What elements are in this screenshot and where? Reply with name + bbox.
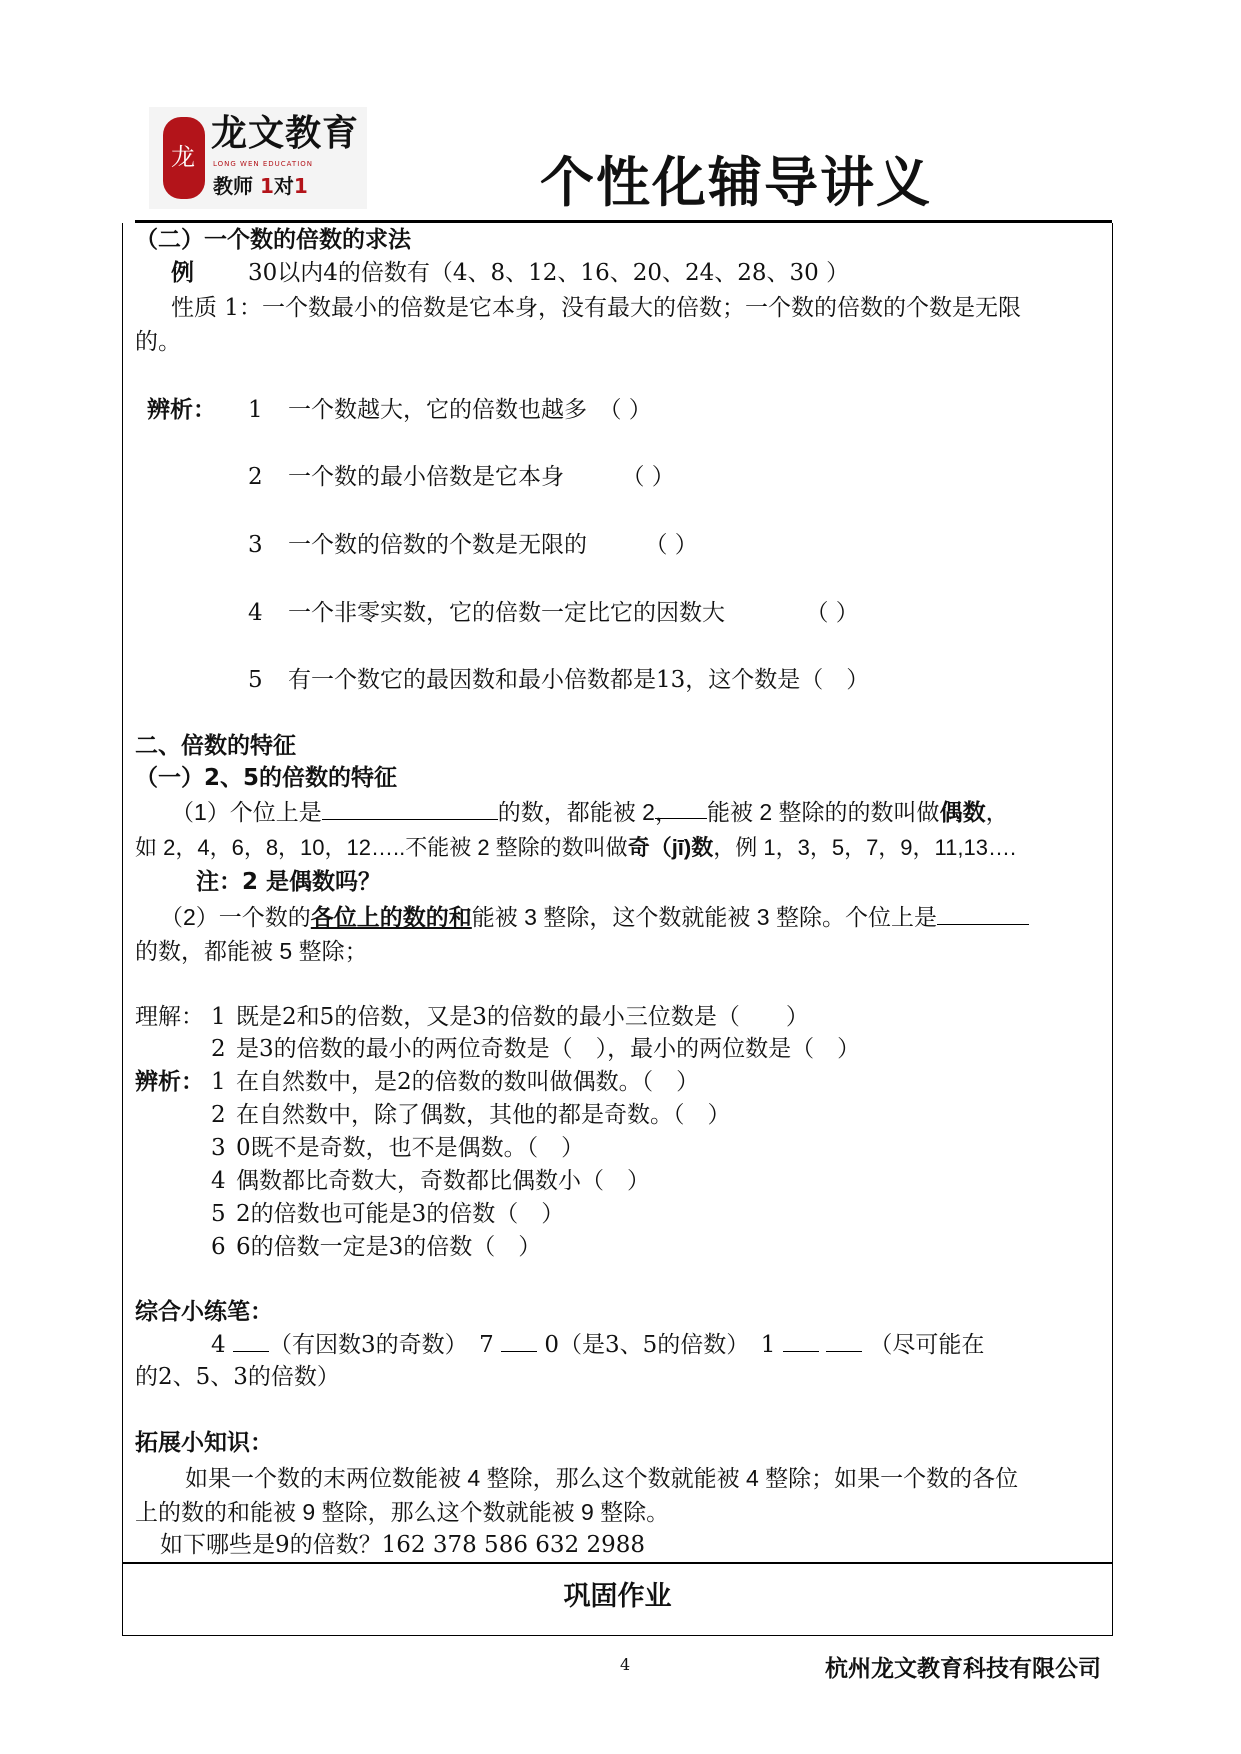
judge-item: 6的倍数一定是3的倍数（ ） [236, 1234, 542, 1260]
logo-text: 龙文教育 [211, 113, 360, 154]
fill-blank[interactable] [783, 1329, 819, 1352]
judge-num: 1 [248, 397, 263, 423]
judge-num: 2 [248, 464, 263, 490]
understand-num: 2 [211, 1036, 226, 1062]
understand-item: 既是2和5的倍数，又是3的倍数的最小三位数是（ ） [236, 1004, 809, 1030]
judge-num: 3 [211, 1135, 226, 1161]
extend-question: 如下哪些是9的倍数？162 378 586 632 2988 [160, 1532, 646, 1558]
judge-num: 1 [211, 1069, 226, 1095]
judge-num: 4 [211, 1168, 226, 1194]
section-heading: （二）一个数的倍数的求法 [135, 227, 411, 253]
rule-2: （2）一个数的各位上的数的和能被 3 整除，这个数就能被 3 整除。个位上是 [160, 901, 1029, 933]
judge-item: 2的倍数也可能是3的倍数（ ） [236, 1201, 565, 1227]
judge-label: 辨析： [135, 1069, 204, 1095]
rule-1: （1）个位上是 的数，都能被 2， 能被 2 整除的的数叫做偶数， [171, 796, 1009, 828]
section-divider [122, 1562, 1113, 1564]
judge-item: 在自然数中，除了偶数，其他的都是奇数。（ ） [236, 1102, 731, 1128]
judge-num: 4 [248, 600, 263, 626]
understand-label: 理解： [135, 1004, 204, 1030]
judge-item: 一个数的倍数的个数是无限的 （ ） [288, 532, 698, 558]
logo-subtitle: 教师 1对1 [213, 174, 308, 198]
judge-num: 2 [211, 1102, 226, 1128]
example-text: 30以内4的倍数有（4、8、12、16、20、24、28、30 ） [248, 260, 850, 286]
fill-blank[interactable] [826, 1329, 862, 1352]
fill-blank[interactable] [937, 902, 1029, 925]
judge-num: 6 [211, 1234, 226, 1260]
note: 注：2 是偶数吗？ [196, 869, 382, 895]
example-label: 例 [171, 260, 194, 286]
judge-item: 在自然数中，是2的倍数的数叫做偶数。（ ） [236, 1069, 700, 1095]
subsection-heading: （一）2、5的倍数的特征 [135, 765, 398, 791]
page-number: 4 [620, 1655, 631, 1674]
judge-item: 有一个数它的最因数和最小倍数都是13，这个数是（ ） [288, 667, 870, 693]
dragon-seal-icon: 龙 [163, 117, 205, 199]
company-name: 杭州龙文教育科技有限公司 [825, 1656, 1101, 1682]
practice-cont: 的2、5、3的倍数） [135, 1364, 340, 1390]
homework-heading: 巩固作业 [563, 1581, 672, 1612]
judge-item: 一个非零实数，它的倍数一定比它的因数大 （ ） [288, 600, 859, 626]
fill-blank[interactable] [322, 797, 498, 820]
judge-num: 5 [248, 667, 263, 693]
property-text-cont: 的。 [135, 329, 181, 355]
rule-2-cont: 的数，都能被 5 整除； [135, 938, 368, 964]
practice-heading: 综合小练笔： [135, 1299, 273, 1325]
extend-heading: 拓展小知识： [135, 1430, 273, 1456]
practice-line: 4 （有因数3的奇数） 7 0（是3、5的倍数） 1 （尽可能在 [211, 1329, 984, 1361]
fill-blank[interactable] [233, 1329, 269, 1352]
section-heading: 二、倍数的特征 [135, 733, 296, 759]
judge-num: 3 [248, 532, 263, 558]
logo-english: LONG WEN EDUCATION [213, 160, 314, 168]
fill-blank[interactable]: ， [655, 796, 707, 819]
extend-text-cont: 上的数的和能被 9 整除，那么这个数就能被 9 整除。 [135, 1499, 670, 1525]
judge-item: 一个数越大，它的倍数也越多 （ ） [288, 397, 652, 423]
understand-num: 1 [211, 1004, 226, 1030]
company-logo [149, 107, 367, 209]
judge-num: 5 [211, 1201, 226, 1227]
extend-text: 如果一个数的末两位数能被 4 整除，那么这个数就能被 4 整除；如果一个数的各位 [185, 1465, 1019, 1491]
property-text: 性质 1：一个数最小的倍数是它本身，没有最大的倍数；一个数的倍数的个数是无限 [171, 295, 1021, 321]
rule-1-cont: 如 2，4，6，8，10，12…..不能被 2 整除的数叫做奇（jī)数，例 1，3，5，7，9，11,13…. [135, 835, 1017, 860]
judge-item: 一个数的最小倍数是它本身 （ ） [288, 464, 675, 490]
page-title: 个性化辅导讲义 [540, 150, 932, 214]
judge-label: 辨析： [147, 397, 216, 423]
fill-blank[interactable] [501, 1329, 537, 1352]
judge-item: 0既不是奇数，也不是偶数。（ ） [236, 1135, 585, 1161]
judge-item: 偶数都比奇数大，奇数都比偶数小（ ） [236, 1168, 650, 1194]
understand-item: 是3的倍数的最小的两位奇数是（ ），最小的两位数是（ ） [236, 1036, 861, 1062]
